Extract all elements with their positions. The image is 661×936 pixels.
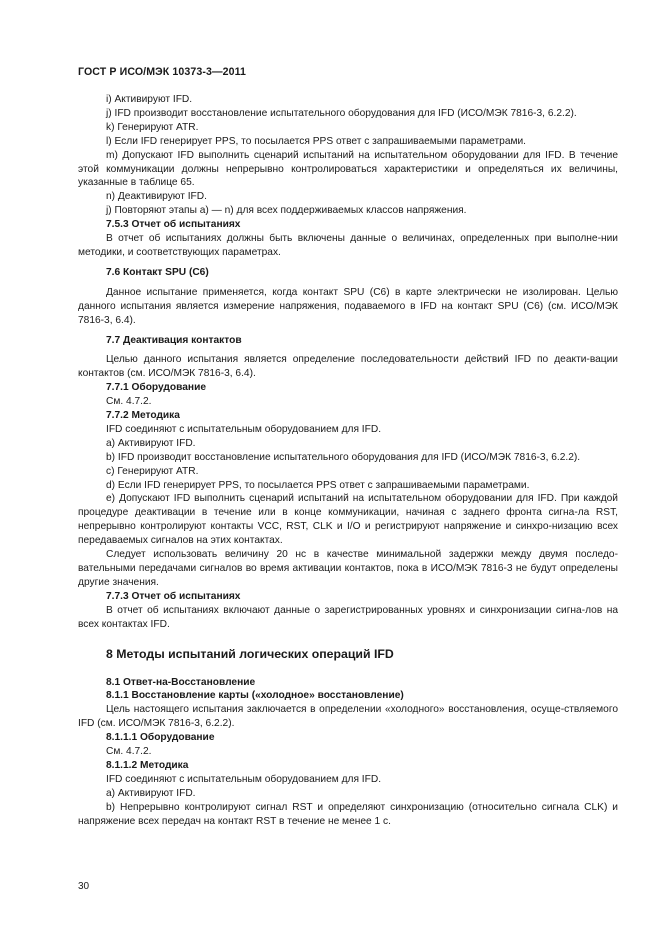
- document-body: [78, 93, 618, 829]
- section-heading: 8.1.1.1 Оборудование: [106, 732, 215, 744]
- section-heading: 8.1.1 Восстановление карты («холодное» восстановление): [106, 690, 404, 702]
- paragraph: i) Активируют IFD.: [106, 94, 193, 105]
- section-heading: 7.7.3 Отчет об испытаниях: [106, 590, 241, 602]
- page-number: 30: [78, 881, 90, 892]
- paragraph: Цель настоящего испытания заключается в определении «холодного» восстановления, осуще-ствляемого IFD (см. ИСО/МЭК 7816-3, 6.2.2).: [78, 704, 618, 730]
- paragraph: В отчет об испытаниях должны быть включены данные о величинах, определенных при выполне-нии методики, и соответствующих параметрах.: [78, 233, 618, 258]
- document-header: ГОСТ Р ИСО/МЭК 10373-3—2011: [78, 66, 247, 78]
- paragraph: В отчет об испытаниях включают данные о зарегистрированных уровнях и синхронизации сигна-лов на всех контактах IFD.: [78, 604, 618, 630]
- section-heading: 7.7.1 Оборудование: [106, 382, 206, 394]
- paragraph: См. 4.7.2.: [106, 396, 152, 408]
- paragraph: IFD соединяют с испытательным оборудованием для IFD.: [106, 773, 382, 785]
- section-heading: 7.7.2 Методика: [106, 410, 180, 422]
- section-heading: 8.1.1.2 Методика: [106, 759, 189, 771]
- paragraph: e) Допускают IFD выполнить сценарий испытаний на испытательном оборудовании для IFD. При каждой процедуре деактивации в течение или в конце коммуникации, начиная с заднего фронта сигна-ла RST, непрерывно контролируют контакты VCC, RST, CLK и I/O и регистрируют напряжение и синхро-низацию всех передаваемых сигналов на этих контактах.: [78, 493, 618, 547]
- paragraph: n) Деактивируют IFD.: [106, 191, 207, 203]
- paragraph: b) Непрерывно контролируют сигнал RST и определяют синхронизацию (относительно сигнала CLK) и напряжение всех передач на контакт RST в течение не менее 1 с.: [78, 801, 618, 827]
- paragraph: j) IFD производит восстановление испытательного оборудования для IFD (ИСО/МЭК 7816-3, 6.2.2).: [106, 107, 577, 119]
- paragraph: c) Генерируют ATR.: [106, 465, 199, 477]
- paragraph: Целью данного испытания является определение последовательности действий IFD по деакти-вации контактов (см. ИСО/МЭК 7816-3, 6.4).: [78, 354, 618, 380]
- section-heading: 7.6 Контакт SPU (C6): [106, 266, 209, 278]
- paragraph: l) Если IFD генерирует PPS, то посылается PPS ответ с запрашиваемыми параметрами.: [106, 135, 527, 147]
- section-heading: 8 Методы испытаний логических операций IFD: [106, 646, 394, 661]
- paragraph: См. 4.7.2.: [106, 746, 152, 758]
- paragraph: b) IFD производит восстановление испытательного оборудования для IFD (ИСО/МЭК 7816-3, 6.2.2).: [106, 451, 581, 463]
- paragraph: k) Генерируют ATR.: [106, 121, 199, 133]
- spacer: [78, 662, 618, 676]
- paragraph: Данное испытание применяется, когда контакт SPU (C6) в карте электрически не изолирован. Целью данного испытания является измерение напряжения, подаваемого в IFD на контакт SPU (C6) (см. ИСО/МЭК 7816-3, 6.4).: [78, 286, 618, 326]
- paragraph: a) Активируют IFD.: [106, 437, 196, 449]
- section-heading: 8.1 Ответ-на-Восстановление: [106, 676, 256, 688]
- paragraph: а) Активируют IFD.: [106, 787, 196, 799]
- spacer: [78, 632, 618, 646]
- paragraph: d) Если IFD генерирует PPS, то посылается PPS ответ с запрашиваемыми параметрами.: [106, 479, 530, 491]
- paragraph: Следует использовать величину 20 нс в качестве минимальной задержки между двумя последо-вательными передачами сигналов во время активации контактов, пока в ИСО/МЭК 7816-3 не будут определены другие значения.: [78, 549, 618, 588]
- paragraph: IFD соединяют с испытательным оборудованием для IFD.: [106, 423, 382, 435]
- paragraph: j) Повторяют этапы а) — n) для всех поддерживаемых классов напряжения.: [106, 205, 467, 217]
- section-heading: 7.7 Деактивация контактов: [106, 334, 242, 346]
- paragraph: m) Допускают IFD выполнить сценарий испытаний на испытательном оборудовании для IFD. В течение этой коммуникации должны непрерывно контролироваться характеристики и определяться их величины, указанные в таблице 65.: [78, 149, 618, 189]
- section-heading: 7.5.3 Отчет об испытаниях: [106, 219, 241, 231]
